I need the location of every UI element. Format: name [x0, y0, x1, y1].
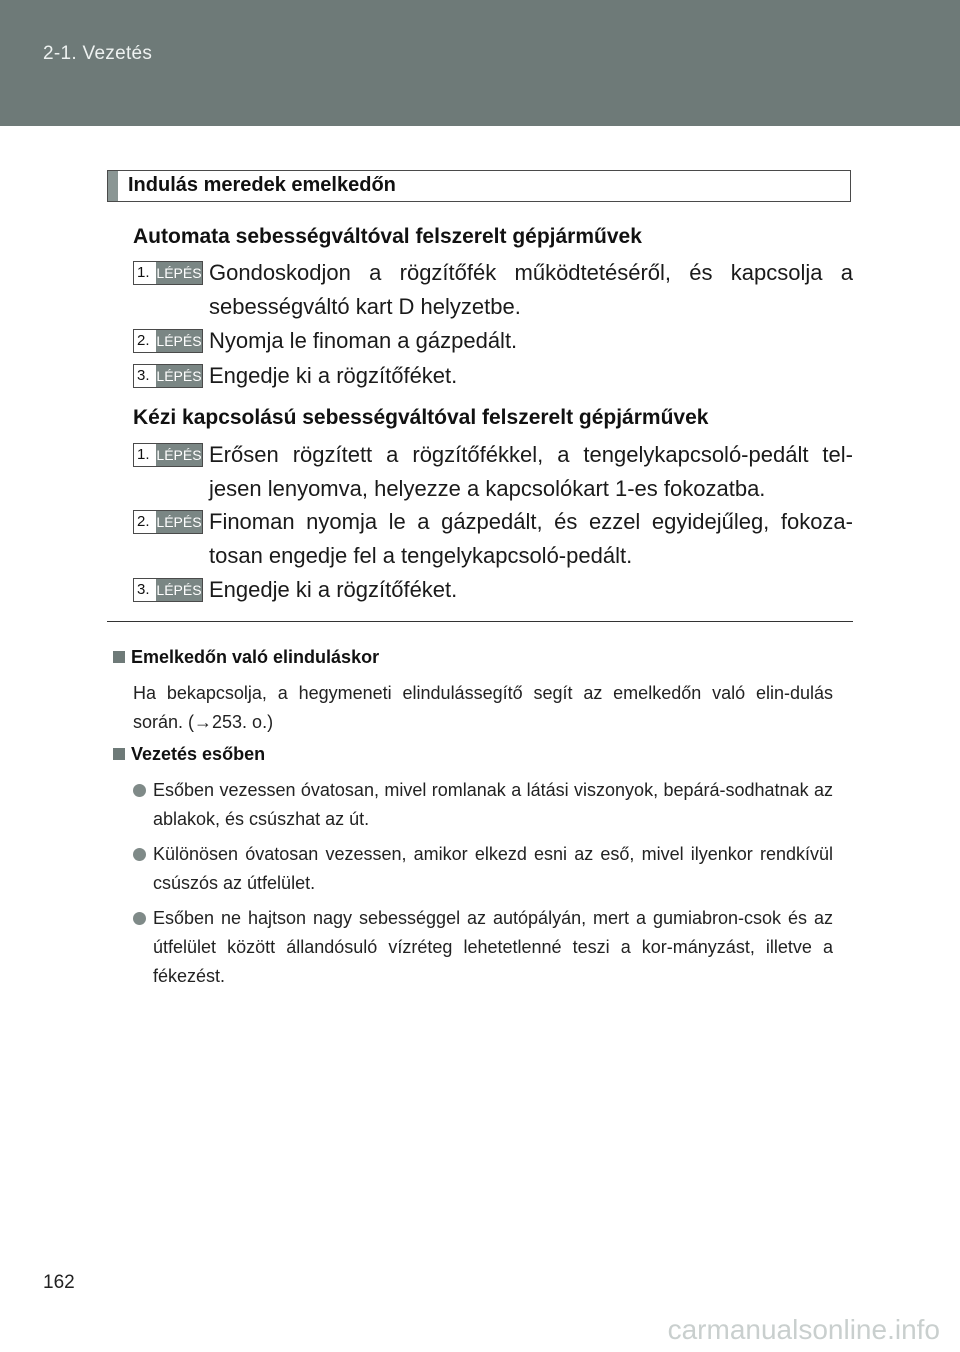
- section-divider: [107, 621, 853, 622]
- automatic-step-2: [133, 324, 853, 358]
- note-uphill-text: Ha bekapcsolja, a hegymeneti elindulássegítő segít az emelkedőn való elin-dulás során. (→253. o.): [133, 683, 833, 732]
- manual-step-1: [133, 438, 853, 508]
- bullet-text: Esőben ne hajtson nagy sebességgel az autópályán, mert a gumiabron-csok és az útfelület között állandósuló vízréteg lehetetlenné teszi a kor-mányzást, illetve a fékezést.: [153, 908, 833, 986]
- step-text: Engedje ki a rögzítőféket.: [209, 363, 458, 388]
- step-number: 1.: [137, 446, 150, 463]
- circle-bullet-icon: [133, 784, 146, 797]
- rain-bullet-3: [133, 904, 833, 991]
- step-badge: [133, 261, 203, 285]
- step-number: 2.: [137, 513, 150, 530]
- step-text: Finoman nyomja le a gázpedált, és ezzel egyidejűleg, fokoza-tosan engedje fel a tengelykapcsoló-pedált.: [209, 509, 853, 568]
- step-label: LÉPÉS: [156, 330, 202, 352]
- bullet-text: Különösen óvatosan vezessen, amikor elkezd esni az eső, mivel ilyenkor rendkívül csúszós az útfelület.: [153, 844, 833, 893]
- watermark: carmanualsonline.info: [667, 1314, 940, 1345]
- step-number: 1.: [137, 264, 150, 281]
- breadcrumb: 2-1. Vezetés: [43, 43, 153, 64]
- note-rain-heading: [113, 744, 265, 765]
- automatic-step-1: [133, 256, 853, 326]
- note-heading-text: Vezetés esőben: [131, 744, 266, 764]
- step-badge: [133, 578, 203, 602]
- section-title-bar: [108, 171, 118, 201]
- rain-bullet-1: [133, 776, 833, 834]
- circle-bullet-icon: [133, 848, 146, 861]
- automatic-heading: Automata sebességváltóval felszerelt gépjárművek: [133, 225, 642, 248]
- step-badge: [133, 510, 203, 534]
- page-number: 162: [43, 1272, 75, 1293]
- note-heading-text: Emelkedőn való elinduláskor: [131, 647, 380, 667]
- square-bullet-icon: [113, 651, 125, 663]
- step-label: LÉPÉS: [156, 444, 202, 466]
- step-text: Engedje ki a rögzítőféket.: [209, 577, 458, 602]
- section-title: Indulás meredek emelkedőn: [128, 174, 396, 196]
- step-number: 3.: [137, 367, 150, 384]
- manual-step-3: [133, 573, 853, 607]
- square-bullet-icon: [113, 748, 125, 760]
- automatic-step-3: [133, 359, 853, 393]
- step-badge: [133, 329, 203, 353]
- step-text: Erősen rögzített a rögzítőfékkel, a tengelykapcsoló-pedált tel-jesen lenyomva, helyezze a kapcsolókart 1-es fokozatba.: [209, 442, 853, 501]
- circle-bullet-icon: [133, 912, 146, 925]
- bullet-text: Esőben vezessen óvatosan, mivel romlanak a látási viszonyok, bepárá-sodhatnak az ablakok, és csúszhat az út.: [153, 780, 833, 829]
- step-label: LÉPÉS: [156, 365, 202, 387]
- step-label: LÉPÉS: [156, 511, 202, 533]
- step-number: 3.: [137, 581, 150, 598]
- step-label: LÉPÉS: [156, 262, 202, 284]
- manual-heading: Kézi kapcsolású sebességváltóval felszerelt gépjárművek: [133, 406, 709, 429]
- step-badge: [133, 443, 203, 467]
- step-badge: [133, 364, 203, 388]
- step-label: LÉPÉS: [156, 579, 202, 601]
- manual-step-2: [133, 505, 853, 575]
- page-header: [0, 0, 960, 126]
- note-uphill-heading: [113, 647, 379, 668]
- section-title-box: [107, 170, 851, 202]
- rain-bullet-2: [133, 840, 833, 898]
- step-text: Gondoskodjon a rögzítőfék működtetéséről, és kapcsolja a sebességváltó kart D helyzetbe.: [209, 260, 853, 319]
- step-text: Nyomja le finoman a gázpedált.: [209, 328, 518, 353]
- step-number: 2.: [137, 332, 150, 349]
